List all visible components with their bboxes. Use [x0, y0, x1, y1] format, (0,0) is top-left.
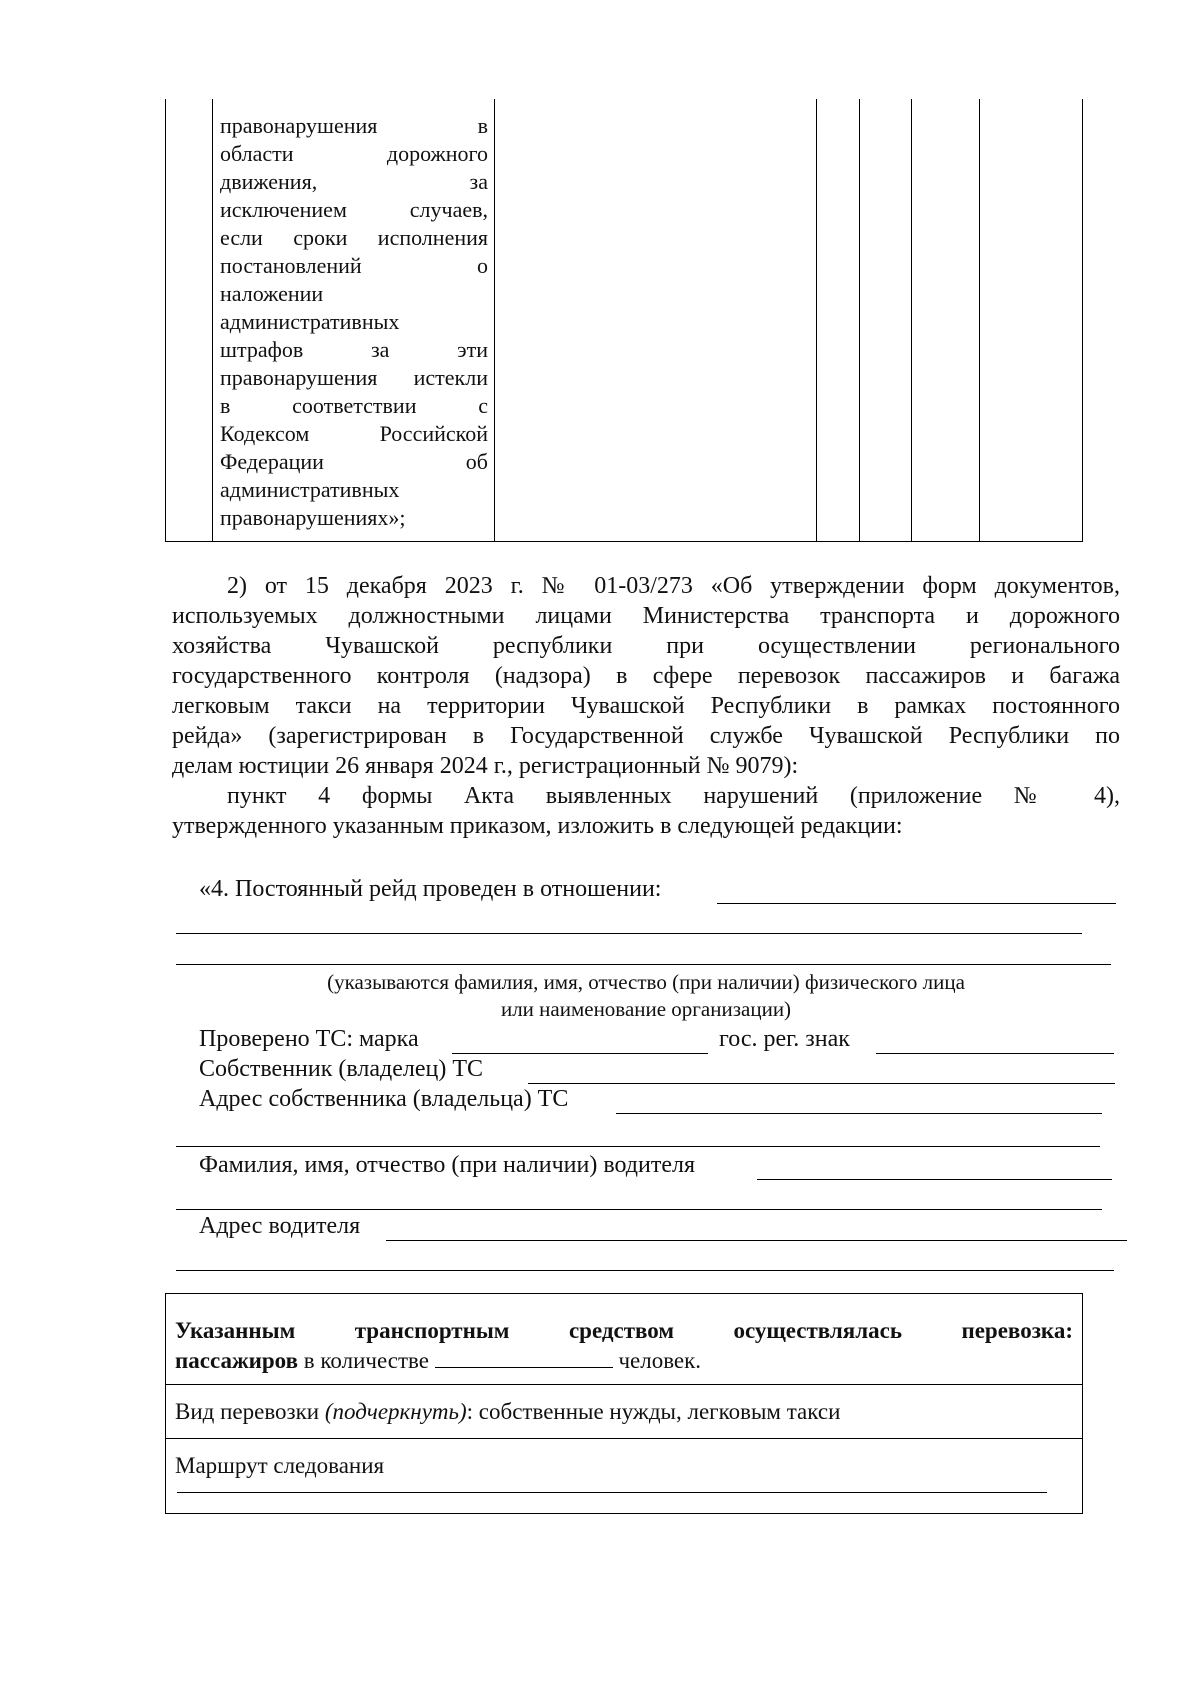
cell-line: административных	[220, 477, 400, 502]
owner-address-field[interactable]	[616, 1113, 1102, 1114]
raid-label: «4. Постоянный рейд проведен в отношении:	[199, 876, 662, 902]
cell-line: наложении	[220, 281, 324, 306]
cell-line: исключением случаев,	[220, 197, 488, 222]
driver-name-field[interactable]	[757, 1179, 1112, 1180]
driver-address-field[interactable]	[386, 1240, 1127, 1241]
table-row-divider	[166, 1384, 1082, 1385]
paragraph-line: делам юстиции 26 января 2024 г., регистрационный № 9079):	[172, 753, 799, 779]
persons-label: человек.	[618, 1348, 702, 1373]
paragraph-line: используемых должностными лицами Министерства транспорта и дорожного	[172, 603, 1120, 629]
driver-address-label: Адрес водителя	[199, 1213, 361, 1239]
cell-line: административных	[220, 309, 400, 334]
owner-field[interactable]	[528, 1083, 1115, 1084]
driver-address-field-continued[interactable]	[176, 1270, 1114, 1271]
transport-type-row	[175, 1397, 840, 1427]
table-column-divider	[494, 99, 495, 541]
table-column-divider	[816, 99, 817, 541]
raid-subject-field-continued[interactable]	[176, 933, 1082, 934]
paragraph-line: хозяйства Чувашской республики при осуществлении регионального	[172, 633, 1120, 659]
cell-line: Федерации об	[220, 449, 488, 474]
cell-line: области дорожного	[220, 141, 488, 166]
table-column-divider	[911, 99, 912, 541]
table-cell-text	[220, 112, 488, 532]
transport-type-label: Вид перевозки	[175, 1399, 320, 1424]
paragraph-line: 2) от 15 декабря 2023 г. № 01-03/273 «Об утверждении форм документов,	[227, 573, 1120, 599]
checked-vehicle-label: Проверено ТС: марка	[199, 1026, 419, 1052]
route-label: Маршрут следования	[175, 1453, 385, 1478]
cell-line: если сроки исполнения	[220, 225, 488, 250]
table-column-divider	[859, 99, 860, 541]
transport-info-table	[165, 1293, 1083, 1514]
quantity-label: в количестве	[303, 1348, 429, 1373]
cell-line: постановлений о	[220, 253, 488, 278]
table-column-divider	[979, 99, 980, 541]
owner-address-label: Адрес собственника (владельца) ТС	[199, 1086, 569, 1112]
owner-address-field-continued[interactable]	[176, 1146, 1100, 1147]
table-row-divider	[166, 1438, 1082, 1439]
owner-label: Собственник (владелец) ТС	[199, 1056, 484, 1082]
cell-line: в соответствии с	[220, 393, 488, 418]
continued-table	[165, 99, 1083, 542]
paragraph-line: легковым такси на территории Чувашской Республики в рамках постоянного	[172, 693, 1120, 719]
passengers-label: пассажиров	[175, 1348, 299, 1373]
table-column-divider	[212, 99, 213, 541]
cell-line: правонарушения истекли	[220, 365, 488, 390]
passengers-row	[175, 1346, 701, 1376]
reg-sign-label: гос. рег. знак	[719, 1026, 850, 1052]
transport-statement: Указанным транспортным средством осуществлялась перевозка:	[175, 1318, 1073, 1343]
underline-hint: (подчеркнуть)	[324, 1399, 467, 1424]
note-line: (указываются фамилия, имя, отчество (при наличии) физического лица	[327, 970, 965, 994]
paragraph-line: рейда» (зарегистрирован в Государственной службе Чувашской Республики по	[172, 723, 1120, 749]
cell-line: штрафов за эти	[220, 337, 488, 362]
reg-sign-field[interactable]	[876, 1053, 1114, 1054]
paragraph-line: государственного контроля (надзора) в сфере перевозок пассажиров и багажа	[172, 663, 1120, 689]
cell-line: движения, за	[220, 169, 488, 194]
paragraph-line: утвержденного указанным приказом, изложить в следующей редакции:	[172, 813, 903, 839]
cell-line: правонарушения в	[220, 113, 488, 138]
driver-name-label: Фамилия, имя, отчество (при наличии) водителя	[199, 1152, 696, 1178]
raid-subject-field-continued[interactable]	[176, 964, 1111, 965]
cell-line: Кодексом Российской	[220, 421, 488, 446]
amendment-paragraph	[172, 571, 1120, 841]
cell-line: правонарушениях»;	[220, 505, 406, 530]
note-line: или наименование организации)	[500, 997, 792, 1021]
paragraph-line: пункт 4 формы Акта выявленных нарушений (приложение № 4),	[227, 783, 1120, 809]
raid-subject-field[interactable]	[717, 903, 1116, 904]
raid-subject-note	[172, 969, 1120, 1023]
vehicle-brand-field[interactable]	[452, 1053, 708, 1054]
transport-type-options: : собственные нужды, легковым такси	[466, 1399, 841, 1424]
route-field[interactable]	[177, 1492, 1047, 1493]
passenger-count-field[interactable]	[435, 1347, 613, 1368]
driver-name-field-continued[interactable]	[176, 1209, 1102, 1210]
